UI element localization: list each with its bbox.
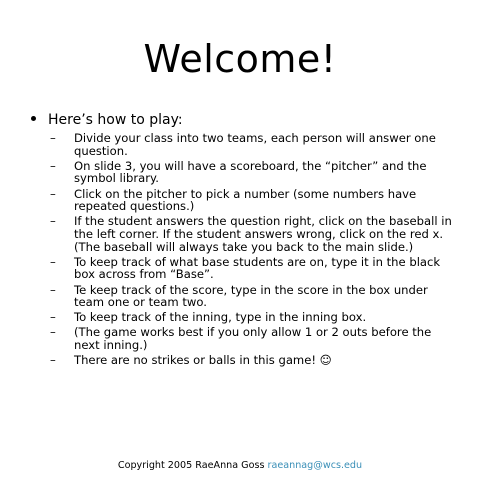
list-item: [28, 256, 458, 281]
list-item: [28, 326, 458, 351]
footer: [0, 460, 480, 472]
step-text: To keep track of the inning, type in the inning box.: [74, 310, 367, 325]
slide-title: Welcome!: [143, 37, 337, 81]
dash-icon: –: [50, 131, 56, 145]
step-text: To keep track of what base students are on, type it in the black box across from “Base”.: [74, 254, 441, 282]
step-text: There are no strikes or balls in this game! ☺: [74, 353, 332, 368]
step-text: Click on the pitcher to pick a number (some numbers have repeated questions.): [74, 186, 417, 214]
list-item: [28, 132, 458, 157]
instructions-heading: Here’s how to play:: [48, 112, 183, 128]
slide-content: [28, 112, 458, 369]
step-text: (The game works best if you only allow 1 or 2 outs before the next inning.): [74, 325, 432, 353]
list-item: [28, 311, 458, 324]
list-item: [28, 354, 458, 367]
dash-icon: –: [50, 214, 56, 229]
dash-icon: –: [50, 158, 56, 173]
step-text: If the student answers the question right, click on the baseball in the left corner. If the student answers wrong, click on the red x. (The baseball will always take you back to the main slide.): [74, 214, 452, 254]
dash-icon: –: [50, 254, 56, 269]
instructions-bullet: [28, 112, 458, 129]
list-item: [28, 215, 458, 253]
step-text: Divide your class into two teams, each person will answer one question.: [74, 131, 436, 158]
step-text: Te keep track of the score, type in the score in the box under team one or team two.: [74, 282, 428, 310]
dash-icon: –: [50, 353, 56, 368]
dash-icon: –: [50, 282, 56, 297]
list-item: [28, 284, 458, 309]
bullet-icon: [31, 116, 36, 121]
dash-icon: –: [50, 186, 56, 201]
list-item: [28, 160, 458, 185]
steps-list: [28, 132, 458, 367]
dash-icon: –: [50, 325, 56, 340]
email-link[interactable]: raeannag@wcs.edu: [267, 460, 363, 471]
list-item: [28, 188, 458, 213]
copyright-text: Copyright 2005 RaeAnna Goss: [117, 460, 265, 471]
step-text: On slide 3, you will have a scoreboard, the “pitcher” and the symbol library.: [74, 158, 427, 186]
dash-icon: –: [50, 310, 56, 325]
